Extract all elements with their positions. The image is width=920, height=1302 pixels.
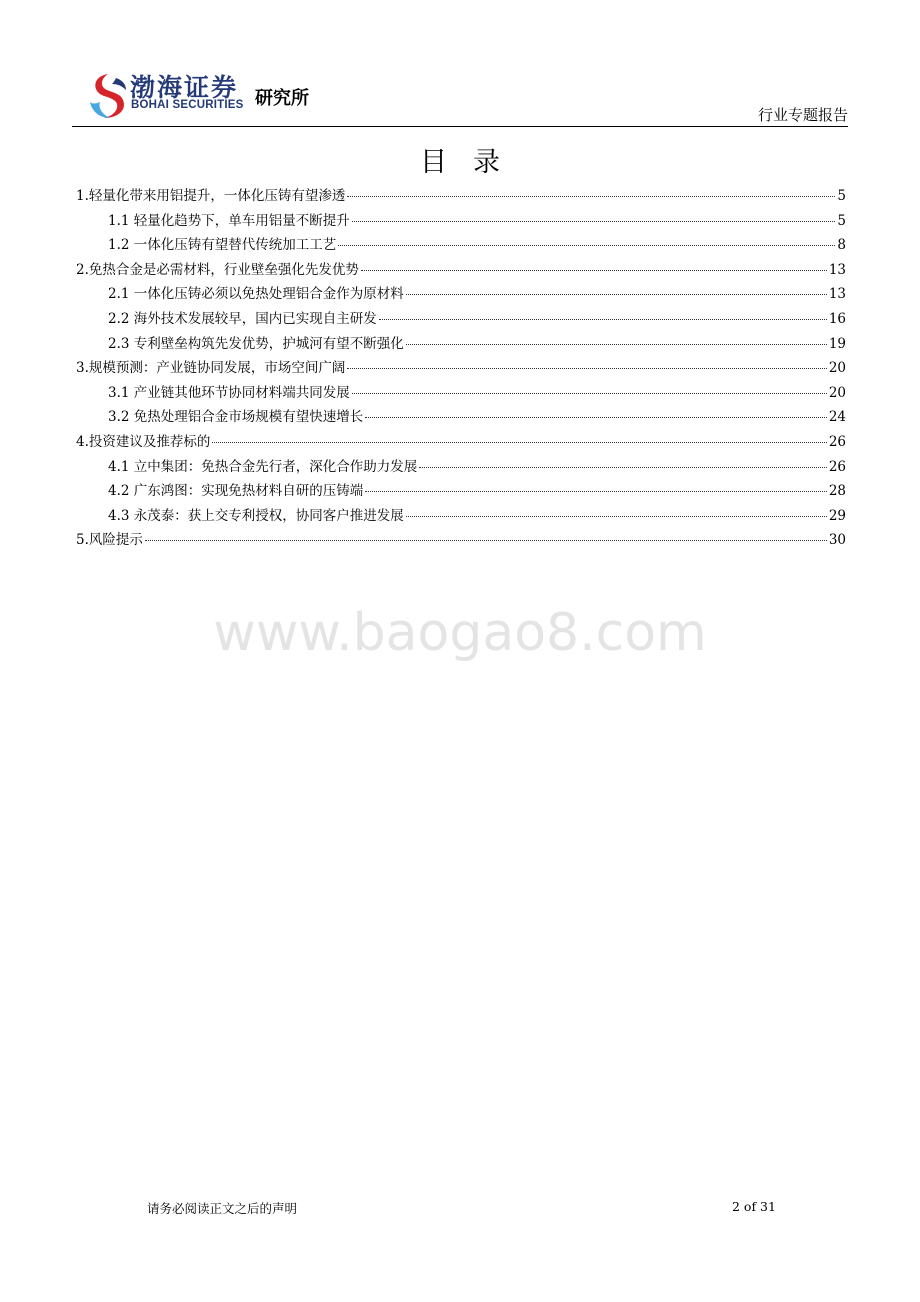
table-of-contents bbox=[76, 184, 846, 553]
toc-entry-title: 4.1 立中集团：免热合金先行者，深化合作助力发展 bbox=[108, 458, 418, 475]
toc-entry[interactable] bbox=[76, 381, 846, 406]
toc-entry-page: 8 bbox=[837, 237, 846, 254]
toc-entry-title: 3.规模预测：产业链协同发展，市场空间广阔 bbox=[76, 360, 346, 377]
logo-english-name: BOHAI SECURITIES bbox=[131, 99, 244, 111]
toc-entry-title: 4.投资建议及推荐标的 bbox=[76, 433, 211, 450]
logo-chinese-name: 渤海证券 bbox=[130, 73, 239, 102]
toc-entry-title: 1.2 一体化压铸有望替代传统加工工艺 bbox=[108, 237, 337, 254]
toc-entry[interactable] bbox=[76, 258, 846, 283]
toc-entry[interactable] bbox=[76, 455, 846, 480]
toc-entry-page: 13 bbox=[828, 286, 846, 303]
toc-entry-title: 1.1 轻量化趋势下，单车用铝量不断提升 bbox=[108, 212, 350, 229]
toc-dot-leader bbox=[352, 221, 836, 222]
toc-dot-leader bbox=[406, 294, 827, 295]
toc-title: 目录 bbox=[420, 147, 526, 178]
toc-entry-page: 19 bbox=[828, 335, 846, 352]
toc-entry-page: 28 bbox=[828, 483, 846, 500]
toc-entry[interactable] bbox=[76, 307, 846, 332]
toc-entry-title: 4.2 广东鸿图：实现免热材料自研的压铸端 bbox=[108, 483, 364, 500]
toc-entry-title: 3.2 免热处理铝合金市场规模有望快速增长 bbox=[108, 409, 364, 426]
toc-dot-leader bbox=[406, 344, 827, 345]
toc-dot-leader bbox=[347, 196, 835, 197]
footer-page-indicator: 2 of 31 bbox=[732, 1199, 776, 1214]
toc-dot-leader bbox=[347, 368, 826, 369]
toc-entry-title: 4.3 永茂泰：获上交专利授权，协同客户推进发展 bbox=[108, 507, 404, 524]
toc-entry-title: 3.1 产业链其他环节协同材料端共同发展 bbox=[108, 384, 350, 401]
toc-dot-leader bbox=[406, 516, 827, 517]
bohai-logo-icon bbox=[86, 72, 130, 120]
toc-dot-leader bbox=[365, 491, 827, 492]
toc-entry-title: 2.免热合金是必需材料，行业壁垒强化先发优势 bbox=[76, 261, 359, 278]
toc-entry[interactable] bbox=[76, 209, 846, 234]
toc-entry-page: 20 bbox=[828, 384, 846, 401]
toc-dot-leader bbox=[352, 393, 827, 394]
toc-entry[interactable] bbox=[76, 504, 846, 529]
toc-entry[interactable] bbox=[76, 184, 846, 209]
report-type-label: 行业专题报告 bbox=[757, 106, 848, 124]
toc-entry[interactable] bbox=[76, 479, 846, 504]
toc-dot-leader bbox=[379, 319, 827, 320]
toc-entry-page: 24 bbox=[828, 409, 846, 426]
header-divider bbox=[72, 126, 848, 127]
institute-label: 研究所 bbox=[255, 88, 309, 109]
toc-entry-page: 29 bbox=[828, 507, 846, 524]
toc-entry-title: 1.轻量化带来用铝提升，一体化压铸有望渗透 bbox=[76, 188, 346, 204]
toc-entry-page: 5 bbox=[837, 188, 846, 204]
watermark: www.baogao8.com bbox=[213, 603, 707, 663]
toc-entry-title: 2.3 专利壁垒构筑先发优势，护城河有望不断强化 bbox=[108, 335, 404, 352]
toc-entry-page: 26 bbox=[828, 458, 846, 475]
toc-entry[interactable] bbox=[76, 332, 846, 357]
toc-entry[interactable] bbox=[76, 282, 846, 307]
toc-entry-page: 16 bbox=[828, 310, 846, 327]
toc-entry-page: 5 bbox=[837, 212, 846, 229]
toc-dot-leader bbox=[365, 417, 827, 418]
toc-entry[interactable] bbox=[76, 430, 846, 455]
toc-entry[interactable] bbox=[76, 356, 846, 381]
toc-dot-leader bbox=[338, 245, 835, 246]
toc-dot-leader bbox=[419, 467, 827, 468]
toc-entry-page: 13 bbox=[828, 261, 846, 278]
toc-entry-page: 26 bbox=[828, 433, 846, 450]
toc-entry-page: 30 bbox=[828, 532, 846, 549]
toc-dot-leader bbox=[361, 270, 827, 271]
footer-disclaimer: 请务必阅读正文之后的声明 bbox=[147, 1201, 298, 1216]
toc-entry-title: 2.2 海外技术发展较早，国内已实现自主研发 bbox=[108, 310, 377, 327]
toc-dot-leader bbox=[145, 540, 827, 541]
toc-entry[interactable] bbox=[76, 405, 846, 430]
toc-entry-title: 2.1 一体化压铸必须以免热处理铝合金作为原材料 bbox=[108, 286, 404, 303]
toc-dot-leader bbox=[212, 442, 826, 443]
page-header bbox=[72, 68, 848, 128]
toc-entry[interactable] bbox=[76, 528, 846, 553]
toc-entry[interactable] bbox=[76, 233, 846, 258]
toc-entry-title: 5.风险提示 bbox=[76, 532, 143, 549]
toc-entry-page: 20 bbox=[828, 360, 846, 377]
